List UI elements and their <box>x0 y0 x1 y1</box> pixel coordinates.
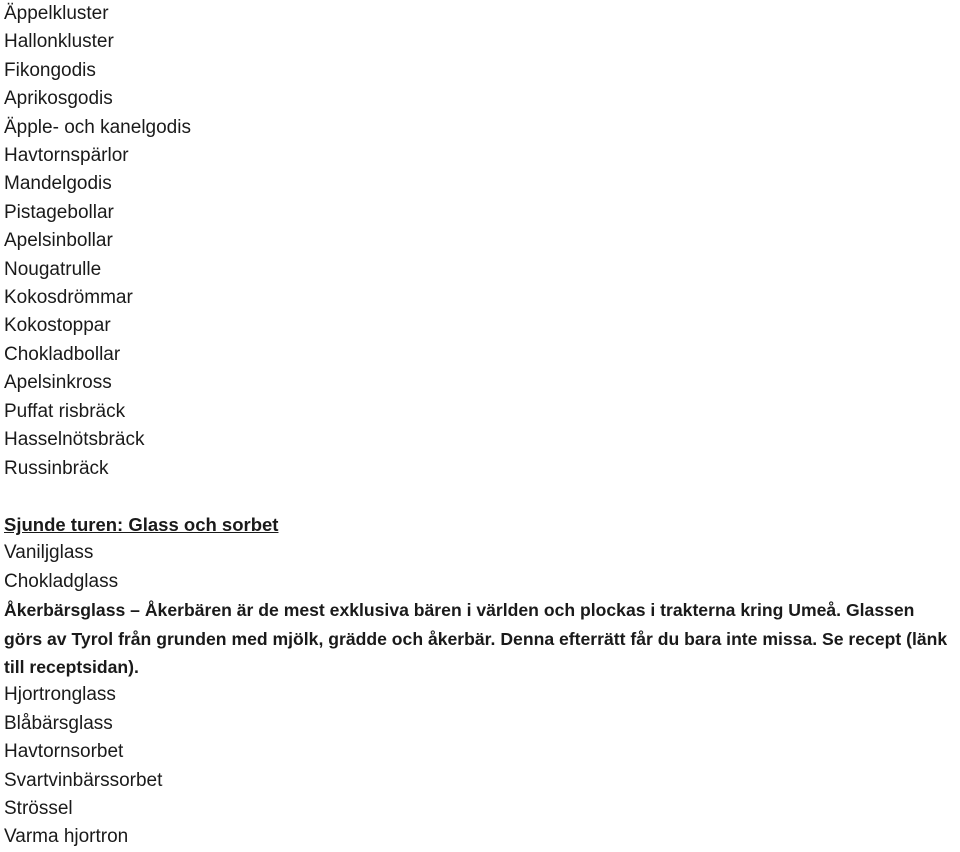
list-item: Chokladglass <box>4 570 119 592</box>
section-heading: Sjunde turen: Glass och sorbet <box>4 513 279 535</box>
list-item: Aprikosgodis <box>4 88 113 110</box>
list-item: Puffat risbräck <box>4 400 126 422</box>
list-item: Svartvinbärssorbet <box>4 769 163 791</box>
list-item: Strössel <box>4 797 73 819</box>
list-item: Äppelkluster <box>4 3 109 24</box>
list-item: Kokosdrömmar <box>4 287 133 309</box>
list-item: Mandelgodis <box>4 173 112 195</box>
list-item: Äpple- och kanelgodis <box>4 116 191 138</box>
list-item: Blåbärsglass <box>4 712 113 734</box>
document-page <box>4 0 956 852</box>
list-item: Nougatrulle <box>4 258 102 280</box>
list-item: Hasselnötsbräck <box>4 429 145 451</box>
list-item: Fikongodis <box>4 59 96 81</box>
list-item: Kokostoppar <box>4 315 111 337</box>
highlight-paragraph: Åkerbärsglass – Åkerbären är de mest exklusiva bären i världen och plockas i trakterna kring Umeå. Glassen görs av Tyrol från grunden med mjölk, grädde och åkerbär. Denna efterrätt får du bara inte missa. Se recept (länk till receptsidan). <box>4 600 948 677</box>
blank-line <box>4 483 956 511</box>
list-item: Pistagebollar <box>4 201 114 223</box>
list-item: Hallonkluster <box>4 31 114 53</box>
list-item: Apelsinkross <box>4 372 112 394</box>
candy-list <box>4 0 956 483</box>
list-item: Chokladbollar <box>4 343 121 365</box>
dessert-section <box>4 511 956 852</box>
list-item: Havtornspärlor <box>4 145 129 167</box>
list-item: Hjortronglass <box>4 684 116 706</box>
list-item: Russinbräck <box>4 457 109 479</box>
list-item: Vaniljglass <box>4 542 94 564</box>
list-item: Havtornsorbet <box>4 741 124 763</box>
list-item: Apelsinbollar <box>4 230 113 252</box>
list-item: Varma hjortron <box>4 826 129 848</box>
